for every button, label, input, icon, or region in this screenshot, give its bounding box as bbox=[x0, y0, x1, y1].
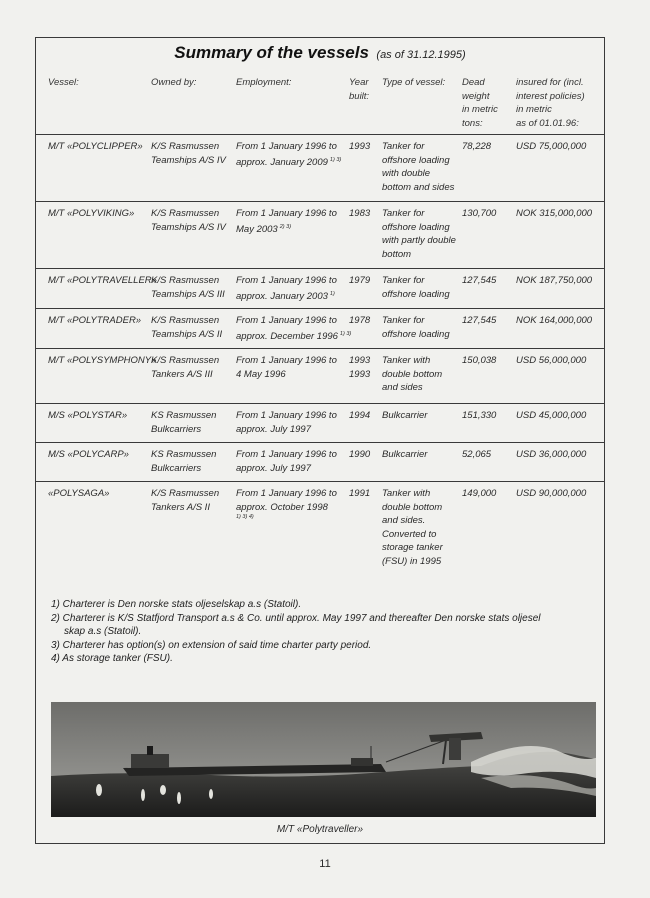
employment-cell bbox=[236, 274, 337, 303]
vessel-type-cell-line: and sides bbox=[382, 382, 423, 393]
footnote: 2) Charterer is K/S Statfjord Transport a.s & Co. until approx. May 1997 and thereafter Den norske stats oljesel bbox=[51, 612, 541, 624]
owner-cell bbox=[151, 354, 219, 381]
employment-cell-line bbox=[236, 221, 337, 237]
employment-cell-line: From 1 January 1996 to bbox=[236, 449, 337, 460]
vessel-type-cell bbox=[382, 314, 450, 341]
owner-cell-line: Bulkcarriers bbox=[151, 423, 202, 435]
row-divider bbox=[36, 201, 604, 202]
year-cell bbox=[349, 140, 370, 154]
footnote-ref: 1) 3) bbox=[339, 330, 352, 337]
insured-value-cell: NOK 187,750,000 bbox=[516, 275, 593, 286]
title-date: (as of 31.12.1995) bbox=[376, 49, 466, 61]
year-cell bbox=[349, 314, 370, 328]
deadweight-cell: 151,330 bbox=[462, 410, 497, 421]
header-vessel: Vessel: bbox=[48, 77, 79, 88]
vessel-type-cell-line: Tanker for bbox=[382, 141, 425, 152]
vessel-type-cell-line: Tanker for bbox=[382, 315, 425, 326]
vessel-type-cell-line: offshore loading bbox=[382, 221, 450, 233]
employment-cell-line: From 1 January 1996 to bbox=[236, 275, 337, 286]
vessel-type-cell-line: and sides. bbox=[382, 515, 426, 526]
vessel-type-cell-line: (FSU) in 1995 bbox=[382, 555, 442, 567]
row-divider bbox=[36, 403, 604, 404]
vessel-type-cell bbox=[382, 487, 443, 568]
vessel-type-cell bbox=[382, 409, 427, 423]
employment-text: approx. January 2003 bbox=[236, 290, 328, 302]
owner-cell bbox=[151, 409, 216, 436]
owner-cell-line: KS Rasmussen bbox=[151, 449, 217, 460]
insured-value-cell: USD 36,000,000 bbox=[516, 449, 587, 460]
footnote: 3) Charterer has option(s) on extension of said time charter party period. bbox=[51, 639, 372, 651]
vessel-name: M/T «POLYCLIPPER» bbox=[48, 141, 143, 152]
header-deadweight-line: in metric bbox=[462, 104, 498, 115]
summary-frame bbox=[35, 37, 605, 844]
header-deadweight bbox=[462, 76, 498, 130]
header-type: Type of vessel: bbox=[382, 77, 446, 88]
owner-cell-line: KS Rasmussen bbox=[151, 410, 217, 421]
employment-cell-line: From 1 January 1996 to bbox=[236, 315, 337, 326]
row-divider bbox=[36, 134, 604, 135]
owner-cell-line: Teamships A/S IV bbox=[151, 154, 226, 166]
footnote-ref: 1) 3) 4) bbox=[236, 514, 254, 520]
owner-cell-line: Teamships A/S II bbox=[151, 328, 223, 340]
employment-text: approx. January 2009 bbox=[236, 156, 328, 168]
vessel-type-cell-line: Tanker with bbox=[382, 355, 431, 366]
year-cell-line: 1978 bbox=[349, 315, 371, 326]
header-insured-line: in metric bbox=[516, 104, 552, 115]
year-cell-line: 1983 bbox=[349, 208, 371, 219]
year-cell bbox=[349, 207, 370, 221]
footnote-ref: 1) bbox=[329, 290, 335, 297]
vessel-type-cell-line: double bottom bbox=[382, 368, 443, 380]
employment-cell bbox=[236, 140, 341, 169]
vessel-type-cell-line: Bulkcarrier bbox=[382, 410, 428, 421]
vessel-type-cell-line: Bulkcarrier bbox=[382, 449, 428, 460]
employment-cell bbox=[236, 354, 337, 381]
owner-cell-line: K/S Rasmussen bbox=[151, 315, 220, 326]
owner-cell-line: K/S Rasmussen bbox=[151, 208, 220, 219]
employment-cell-line: From 1 January 1996 to bbox=[236, 141, 337, 152]
vessel-type-cell-line: with double bbox=[382, 168, 431, 179]
footnote: 4) As storage tanker (FSU). bbox=[51, 653, 173, 664]
employment-cell bbox=[236, 487, 337, 521]
year-cell bbox=[349, 354, 370, 381]
row-divider bbox=[36, 481, 604, 482]
insured-value-cell: USD 75,000,000 bbox=[516, 141, 587, 152]
year-cell bbox=[349, 487, 370, 501]
vessel-type-cell-line: offshore loading bbox=[382, 328, 450, 340]
vessel-name: M/S «POLYCARP» bbox=[48, 449, 129, 460]
vessel-type-cell-line: Tanker for bbox=[382, 208, 425, 219]
footnote-ref: 2) 3) bbox=[279, 223, 292, 230]
vessel-type-cell-line: bottom and sides bbox=[382, 181, 455, 193]
owner-cell bbox=[151, 140, 226, 167]
year-cell-line: 1994 bbox=[349, 410, 371, 421]
employment-text: May 2003 bbox=[236, 223, 278, 235]
insured-value-cell: USD 45,000,000 bbox=[516, 410, 587, 421]
insured-value-cell: USD 56,000,000 bbox=[516, 355, 587, 366]
owner-cell bbox=[151, 207, 226, 234]
owner-cell bbox=[151, 487, 219, 514]
deadweight-cell: 52,065 bbox=[462, 449, 492, 460]
employment-cell-line bbox=[236, 501, 337, 515]
page-title: Summary of the vessels bbox=[174, 43, 369, 62]
deadweight-cell: 150,038 bbox=[462, 355, 497, 366]
owner-cell-line: Bulkcarriers bbox=[151, 462, 202, 474]
employment-text: approx. December 1996 bbox=[236, 330, 338, 342]
owner-cell bbox=[151, 274, 225, 301]
footnotes bbox=[51, 598, 541, 666]
header-year-line: built: bbox=[349, 90, 370, 102]
employment-cell-line bbox=[236, 328, 351, 344]
year-cell bbox=[349, 409, 370, 423]
vessel-name: M/T «POLYVIKING» bbox=[48, 208, 135, 219]
vessel-type-cell bbox=[382, 207, 456, 261]
employment-cell bbox=[236, 448, 337, 475]
header-insured bbox=[516, 76, 585, 130]
vessel-type-cell bbox=[382, 354, 442, 395]
year-cell-line: 1993 bbox=[349, 141, 371, 152]
vessel-type-cell bbox=[382, 140, 454, 194]
insured-value-cell: USD 90,000,000 bbox=[516, 488, 587, 499]
vessel-type-cell-line: double bottom bbox=[382, 501, 443, 513]
employment-cell-line: 4 May 1996 bbox=[236, 368, 286, 380]
employment-cell-line: From 1 January 1996 to bbox=[236, 488, 337, 499]
deadweight-cell: 130,700 bbox=[462, 208, 497, 219]
employment-cell-line: From 1 January 1996 to bbox=[236, 208, 337, 219]
owner-cell-line: Tankers A/S II bbox=[151, 501, 210, 513]
vessel-type-cell-line: offshore loading bbox=[382, 154, 450, 166]
vessel-type-cell-line: Tanker for bbox=[382, 275, 425, 286]
deadweight-cell: 127,545 bbox=[462, 315, 497, 326]
vessel-name: «POLYSAGA» bbox=[48, 488, 110, 499]
header-owner: Owned by: bbox=[151, 77, 197, 88]
employment-cell bbox=[236, 207, 337, 236]
owner-cell bbox=[151, 448, 216, 475]
year-cell bbox=[349, 274, 370, 288]
employment-text: approx. October 1998 bbox=[236, 501, 328, 513]
year-cell-line: 1979 bbox=[349, 275, 371, 286]
employment-cell bbox=[236, 314, 351, 343]
employment-cell-line bbox=[236, 154, 341, 170]
ship-photo bbox=[51, 702, 596, 817]
vessel-name: M/S «POLYSTAR» bbox=[48, 410, 128, 421]
employment-cell bbox=[236, 409, 337, 436]
row-divider bbox=[36, 348, 604, 349]
employment-cell-line: From 1 January 1996 to bbox=[236, 355, 337, 366]
year-cell bbox=[349, 448, 370, 462]
owner-cell-line: K/S Rasmussen bbox=[151, 141, 220, 152]
employment-cell-line: approx. July 1997 bbox=[236, 423, 311, 435]
owner-cell-line: Teamships A/S III bbox=[151, 288, 225, 300]
vessel-name: M/T «POLYTRADER» bbox=[48, 315, 142, 326]
row-divider bbox=[36, 268, 604, 269]
footnote: skap a.s (Statoil). bbox=[64, 626, 142, 637]
owner-cell-line: K/S Rasmussen bbox=[151, 355, 220, 366]
header-deadweight-line: weight bbox=[462, 90, 490, 102]
deadweight-cell: 149,000 bbox=[462, 488, 497, 499]
owner-cell-line: K/S Rasmussen bbox=[151, 488, 220, 499]
header-deadweight-line: tons: bbox=[462, 117, 483, 129]
header-deadweight-line: Dead bbox=[462, 77, 485, 88]
page-number: 11 bbox=[319, 858, 331, 870]
row-divider bbox=[36, 442, 604, 443]
employment-cell-line: approx. July 1997 bbox=[236, 462, 311, 474]
vessel-type-cell-line: storage tanker bbox=[382, 542, 443, 553]
header-employment: Employment: bbox=[236, 77, 292, 88]
vessel-type-cell-line: bottom bbox=[382, 248, 412, 260]
vessel-type-cell-line: Converted to bbox=[382, 528, 437, 540]
header-insured-line: as of 01.01.96: bbox=[516, 117, 579, 129]
row-divider bbox=[36, 308, 604, 309]
deadweight-cell: 127,545 bbox=[462, 275, 497, 286]
owner-cell-line: Teamships A/S IV bbox=[151, 221, 226, 233]
title-row bbox=[36, 43, 604, 63]
header-year-line: Year bbox=[349, 77, 369, 88]
insured-value-cell: NOK 164,000,000 bbox=[516, 315, 593, 326]
year-cell-line: 1993 bbox=[349, 368, 371, 380]
header-year bbox=[349, 76, 369, 103]
vessel-type-cell-line: with partly double bbox=[382, 235, 456, 246]
year-cell-line: 1991 bbox=[349, 488, 371, 499]
deadweight-cell: 78,228 bbox=[462, 141, 492, 152]
vessel-type-cell bbox=[382, 448, 427, 462]
employment-cell-line bbox=[236, 288, 337, 304]
header-insured-line: insured for (incl. bbox=[516, 77, 584, 88]
owner-cell bbox=[151, 314, 222, 341]
employment-cell-line: From 1 January 1996 to bbox=[236, 410, 337, 421]
year-cell-line: 1993 bbox=[349, 355, 371, 366]
photo-caption: M/T «Polytraveller» bbox=[276, 824, 364, 835]
footnote: 1) Charterer is Den norske stats oljeselskap a.s (Statoil). bbox=[51, 599, 302, 610]
vessel-name: M/T «POLYSYMPHONY» bbox=[48, 355, 157, 366]
owner-cell-line: K/S Rasmussen bbox=[151, 275, 220, 286]
vessel-type-cell-line: Tanker with bbox=[382, 488, 431, 499]
insured-value-cell: NOK 315,000,000 bbox=[516, 208, 593, 219]
year-cell-line: 1990 bbox=[349, 449, 371, 460]
vessel-type-cell bbox=[382, 274, 450, 301]
header-insured-line: interest policies) bbox=[516, 90, 585, 102]
owner-cell-line: Tankers A/S III bbox=[151, 368, 213, 380]
footnote-ref: 1) 3) bbox=[329, 156, 342, 163]
vessel-name: M/T «POLYTRAVELLER» bbox=[48, 275, 157, 286]
vessel-type-cell-line: offshore loading bbox=[382, 288, 450, 300]
